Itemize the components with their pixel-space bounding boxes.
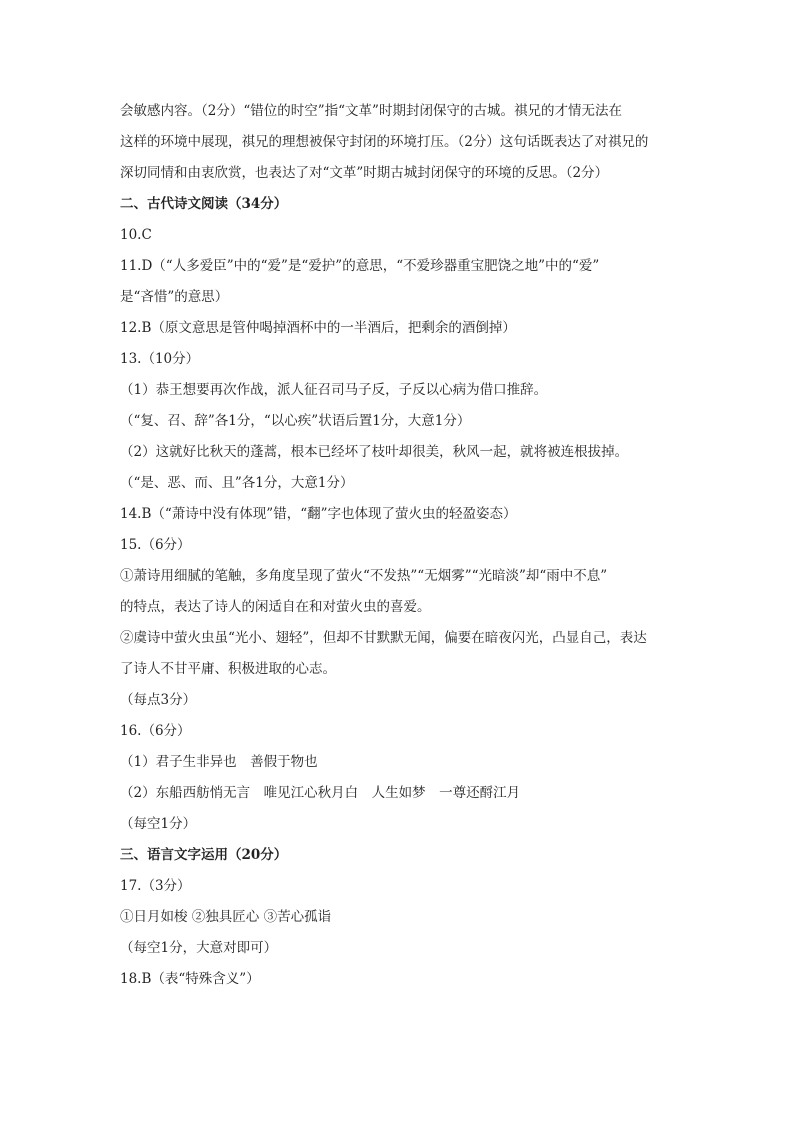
text-line: ①萧诗用细腻的笔触，多角度呈现了萤火“不发热”“无烟雾”“光暗淡”却“雨中不息”	[120, 568, 608, 584]
text-line: （每空1分，大意对即可）	[120, 940, 278, 956]
text-line: 了诗人不甘平庸、积极进取的心志。	[120, 661, 336, 677]
section-heading: 三、语言文字运用（20分）	[120, 847, 288, 863]
text-line: 16.（6分）	[120, 723, 191, 739]
text-line: 12.B（原文意思是管仲喝掉酒杯中的一半酒后，把剩余的酒倒掉）	[120, 320, 516, 336]
text-line: （每点3分）	[120, 692, 197, 708]
text-line: （2）东船西舫悄无言 唯见江心秋月白 人生如梦 一尊还酹江月	[120, 785, 521, 801]
text-line: （1）君子生非异也 善假于物也	[120, 754, 318, 770]
text-line: 13.（10分）	[120, 351, 200, 367]
text-line: 14.B（“萧诗中没有体现”错，“翻”字也体现了萤火虫的轻盈姿态）	[120, 506, 517, 522]
text-line: （“复、召、辞”各1分，“以心疾”状语后置1分，大意1分）	[120, 413, 471, 429]
section-heading: 二、古代诗文阅读（34分）	[120, 196, 288, 212]
text-line: 的特点，表达了诗人的闲适自在和对萤火虫的喜爱。	[120, 599, 431, 615]
text-line: ②虞诗中萤火虫虽“光小、翅轻”，但却不甘默默无闻，偏要在暗夜闪光，凸显自己，表达	[120, 630, 647, 646]
text-line: 深切同情和由衷欣赏，也表达了对“文革”时期古城封闭保守的环境的反思。（2分）	[120, 165, 609, 181]
text-line: 17.（3分）	[120, 878, 191, 894]
text-line: （2）这就好比秋天的蓬蒿，根本已经坏了枝叶却很美，秋风一起，就将被连根拔掉。	[120, 444, 629, 460]
text-line: （1）恭王想要再次作战，派人征召司马子反，子反以心病为借口推辞。	[120, 382, 548, 398]
text-line: 是“吝惜”的意思）	[120, 289, 229, 305]
text-line: 18.B（表“特殊含义”）	[120, 971, 260, 987]
text-line: 11.D（“人多爱臣”中的“爱”是“爱护”的意思，“不爱珍器重宝肥饶之地”中的“爱”	[120, 258, 600, 274]
text-line: 会敏感内容。（2分）“错位的时空”指“文革”时期封闭保守的古城。祺兄的才情无法在	[120, 103, 622, 119]
text-line: （每空1分）	[120, 816, 197, 832]
text-line: （“是、恶、而、且”各1分，大意1分）	[120, 475, 354, 491]
text-line: 10.C	[120, 227, 152, 243]
text-line: ①日月如梭 ②独具匠心 ③苦心孤诣	[120, 909, 332, 925]
text-line: 这样的环境中展现，祺兄的理想被保守封闭的环境打压。（2分）这句话既表达了对祺兄的	[120, 134, 649, 150]
text-line: 15.（6分）	[120, 537, 191, 553]
